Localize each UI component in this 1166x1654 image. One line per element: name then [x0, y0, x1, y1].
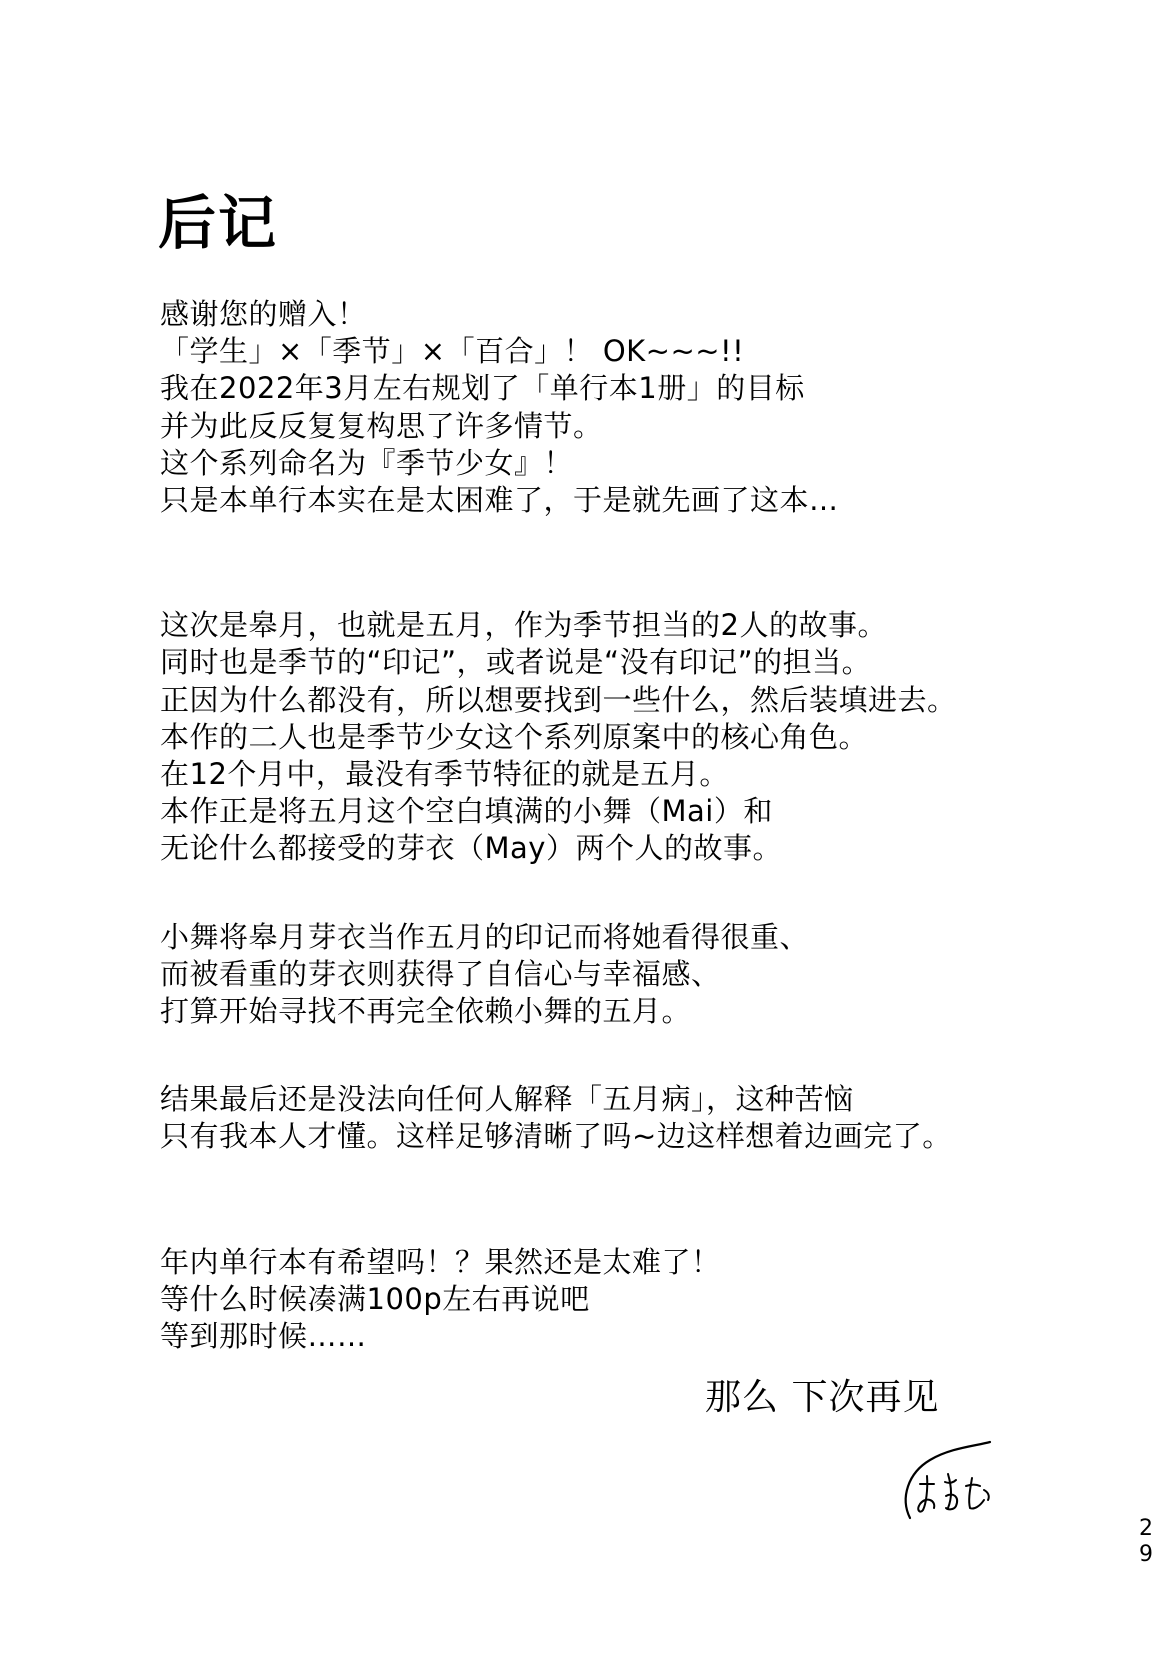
text-line: 这次是皋月，也就是五月，作为季节担当的2人的故事。: [160, 608, 887, 643]
text-line: 「学生」×「季节」×「百合」！ OK~~~!!: [160, 334, 745, 369]
page-number: 29: [1139, 1516, 1153, 1567]
paragraph-outlook: [160, 1244, 1040, 1356]
closing-line: 那么 下次再见: [705, 1377, 940, 1418]
text-line: 我在2022年3月左右规划了「单行本1册」的目标: [160, 371, 805, 406]
text-line: 正因为什么都没有，所以想要找到一些什么，然后装填进去。: [160, 682, 957, 717]
text-line: 小舞将皋月芽衣当作五月的印记而将她看得很重、: [160, 919, 810, 954]
text-line: 等到那时候……: [160, 1319, 367, 1354]
text-line: 等什么时候凑满100p左右再说吧: [160, 1281, 590, 1316]
text-line: 本作的二人也是季节少女这个系列原案中的核心角色。: [160, 719, 869, 754]
text-line: 而被看重的芽衣则获得了自信心与幸福感、: [160, 956, 721, 991]
afterword-body: [160, 296, 1040, 1355]
text-line: 感谢您的赠入！: [160, 297, 367, 331]
text-line: 年内单行本有希望吗！？果然还是太难了！: [160, 1244, 721, 1279]
text-line: 只有我本人才懂。这样足够清晰了吗~边这样想着边画完了。: [160, 1119, 952, 1154]
text-line: 打算开始寻找不再完全依赖小舞的五月。: [160, 994, 692, 1029]
text-line: 只是本单行本实在是太困难了，于是就先画了这本…: [160, 483, 839, 518]
text-line: 同时也是季节的“印记”，或者说是“没有印记”的担当。: [160, 645, 872, 680]
text-line: 在12个月中，最没有季节特征的就是五月。: [160, 757, 729, 792]
text-line: 本作正是将五月这个空白填满的小舞（Mai）和: [160, 794, 773, 829]
paragraph-result: [160, 1081, 1040, 1155]
paragraph-story: [160, 607, 1040, 867]
page-title: 后记: [158, 189, 279, 257]
text-line: 并为此反反复复构思了许多情节。: [160, 408, 603, 443]
author-signature: [890, 1438, 1000, 1528]
text-line: 这个系列命名为『季节少女』！: [160, 445, 574, 480]
paragraph-thanks: [160, 296, 1040, 519]
text-line: 无论什么都接受的芽衣（May）两个人的故事。: [160, 831, 782, 866]
text-line: 结果最后还是没法向任何人解释「五月病」，这种苦恼: [160, 1082, 854, 1117]
paragraph-characters: [160, 919, 1040, 1031]
